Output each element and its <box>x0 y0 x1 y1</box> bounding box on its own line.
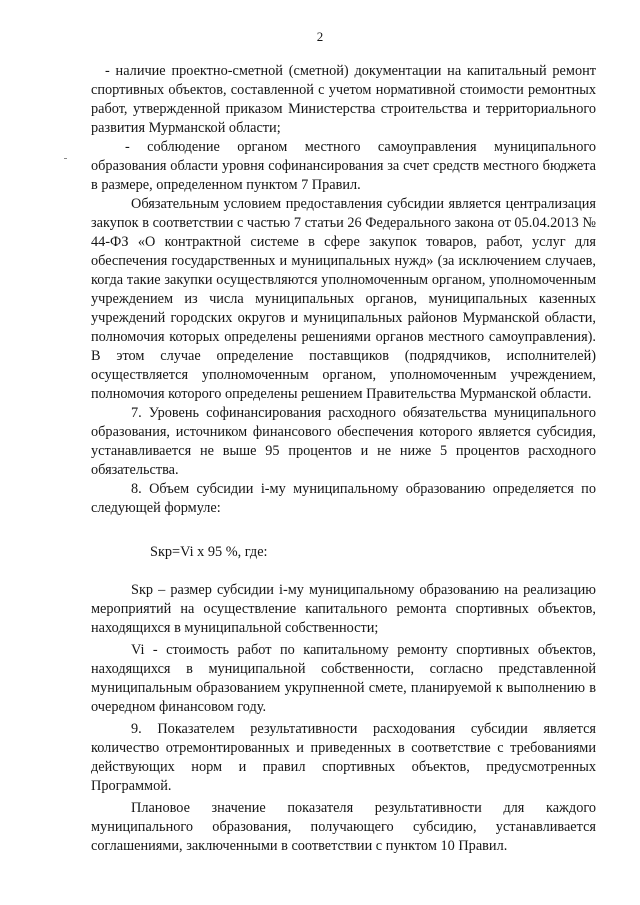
paragraph-procurement-condition: Обязательным условием предоставления субсидии является централизация закупок в соответствии с частью 7 статьи 26 Федерального закона от 05.04.2013 № 44-ФЗ «О контрактной системе в сфере закупок товаров, работ, услуг для обеспечения государственных и муниципальных нужд» (за исключением случаев, когда такие закупки осуществляются уполномоченным органом, уполномоченным учреждением из числа муниципальных органов, муниципальных казенных учреждений городских округов и муниципальных районов Мурманской области, полномочия которых определены решениями органов местного самоуправления). В этом случае определение поставщиков (подрядчиков, исполнителей) осуществляется уполномоченным органом, уполномоченным учреждением, полномочия которого определены решением Правительства Мурманской области. <box>91 196 596 402</box>
paragraph-planned-value: Плановое значение показателя результативности для каждого муниципального образования, получающего субсидию, устанавливается соглашениями, заключенными в соответствии с пунктом 10 Правил. <box>91 800 596 854</box>
margin-mark <box>64 158 67 159</box>
subsidy-formula: Sкр=Vi x 95 %, где: <box>150 544 268 560</box>
paragraph-item-7: 7. Уровень софинансирования расходного обязательства муниципального образования, источником финансового обеспечения которого является субсидия, устанавливается не выше 95 процентов и не ниже 5 процентов расходного обязательства. <box>91 405 596 478</box>
paragraph-vi-definition: Vi - стоимость работ по капитальному ремонту спортивных объектов, находящихся в муниципальной собственности, согласно представленной муниципальным образованием укрупненной смете, планируемой к выполнению в очередном финансовом году. <box>91 642 596 715</box>
document-body <box>91 62 596 856</box>
paragraph-item-8: 8. Объем субсидии i-му муниципальному образованию определяется по следующей формуле: <box>91 481 596 516</box>
paragraph-item-9: 9. Показателем результативности расходования субсидии является количество отремонтированных и приведенных в соответствие с требованиями действующих норм и правил спортивных объектов, предусмотренных Программой. <box>91 721 596 794</box>
paragraph-documentation-requirement: - наличие проектно-сметной (сметной) документации на капитальный ремонт спортивных объектов, составленной с учетом нормативной стоимости ремонтных работ, утвержденной приказом Министерства строительства и территориального развития Мурманской области; <box>91 63 596 136</box>
paragraph-skr-definition: Sкр – размер субсидии i-му муниципальному образованию на реализацию мероприятий на осуществление капитального ремонта спортивных объектов, находящихся в муниципальной собственности; <box>91 582 596 636</box>
page-number: 2 <box>316 29 324 44</box>
paragraph-cofinancing-requirement: - соблюдение органом местного самоуправления муниципального образования области уровня софинансирования за счет средств местного бюджета в размере, определенном пунктом 7 Правил. <box>91 139 596 193</box>
